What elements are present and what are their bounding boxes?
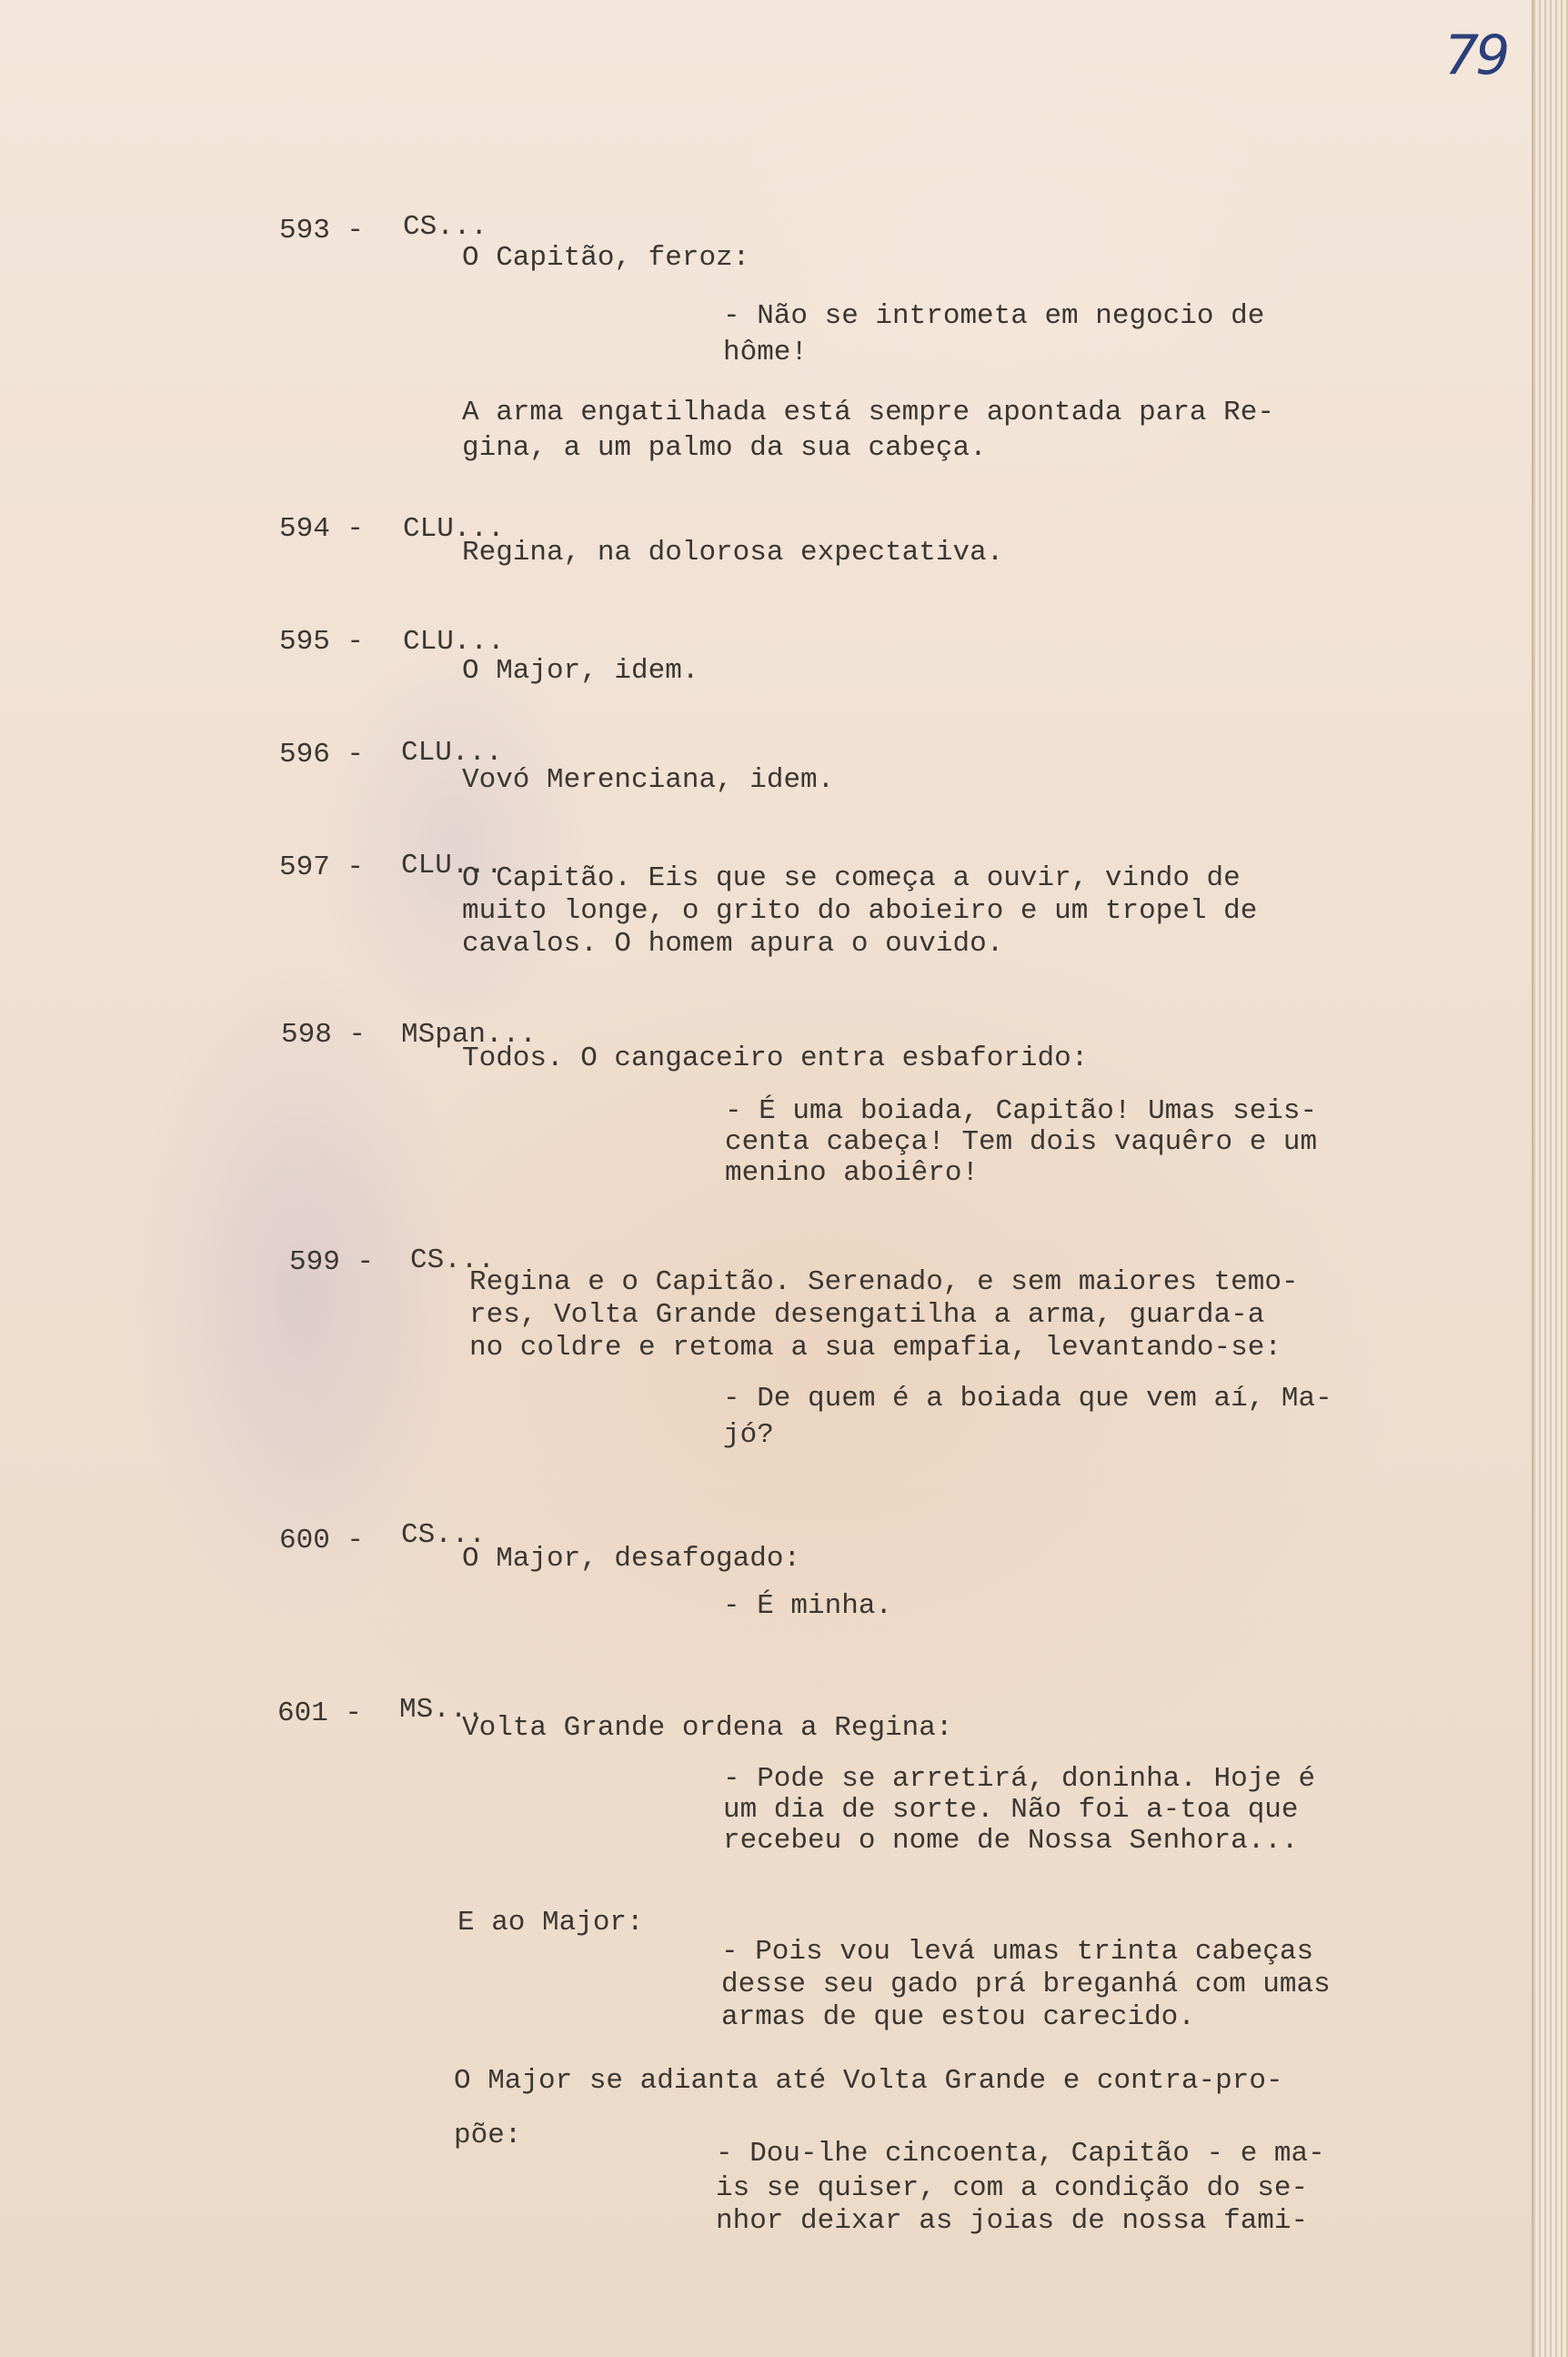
shot-594 [0, 513, 1568, 720]
direction-line: muito longe, o grito do aboieiro e um tropel de [462, 895, 1258, 927]
direction-line: Vovó Merenciana, idem. [462, 764, 835, 796]
shot-code: CLU... [401, 737, 503, 769]
shot-code: MS... [399, 1694, 485, 1726]
shot-593 [0, 131, 1568, 464]
shot-number: 601 - [277, 1697, 363, 1729]
direction-line: res, Volta Grande desengatilha a arma, guarda-a [469, 1299, 1265, 1331]
dialogue-line: - Pois vou levá umas trinta cabeças [721, 1936, 1314, 1968]
direction-line: gina, a um palmo da sua cabeça. [462, 432, 987, 464]
shot-number: 595 - [279, 626, 365, 658]
shot-code: CS... [410, 1244, 496, 1276]
direction-line: Todos. O cangaceiro entra esbaforido: [462, 1043, 1089, 1074]
shot-number: 593 - [279, 215, 365, 247]
dialogue-line: - Pode se arretirá, doninha. Hoje é [723, 1763, 1316, 1795]
dialogue-line: desse seu gado prá breganhá com umas [721, 1969, 1331, 2000]
direction-line: Regina, na dolorosa expectativa. [462, 537, 1004, 569]
dialogue-line: - De quem é a boiada que vem aí, Ma- [723, 1383, 1332, 1415]
shot-number: 594 - [279, 513, 365, 545]
shot-number: 600 - [279, 1525, 365, 1556]
direction-line: E ao Major: [457, 1907, 644, 1939]
direction-line: O Major, desafogado: [462, 1543, 801, 1575]
dialogue-line: armas de que estou carecido. [721, 2001, 1195, 2033]
dialogue-line: - É uma boiada, Capitão! Umas seis- [725, 1095, 1318, 1127]
shot-number: 597 - [279, 851, 365, 883]
shot-number: 599 - [289, 1246, 375, 1278]
direction-line: O Capitão, feroz: [462, 242, 750, 274]
shot-number: 596 - [279, 739, 365, 771]
direction-line: cavalos. O homem apura o ouvido. [462, 928, 1004, 960]
shot-code: MSpan... [401, 1019, 537, 1051]
shot-code: CS... [403, 211, 488, 243]
page-number: 79 [1444, 24, 1507, 87]
dialogue-line: hôme! [723, 337, 809, 368]
dialogue-line: nhor deixar as joias de nossa fami- [716, 2205, 1309, 2237]
direction-line: A arma engatilhada está sempre apontada para Re- [462, 397, 1274, 428]
shot-code: CLU... [401, 850, 503, 881]
dialogue-line: - Não se intrometa em negocio de [723, 300, 1265, 332]
direction-line: Regina e o Capitão. Serenado, e sem maiores temo- [469, 1266, 1299, 1298]
dialogue-line: um dia de sorte. Não foi a-toa que [723, 1794, 1299, 1826]
direction-line: no coldre e retoma a sua empafia, levantando-se: [469, 1332, 1282, 1364]
dialogue-line: menino aboiêro! [725, 1157, 980, 1189]
dialogue-line: - Dou-lhe cincoenta, Capitão - e ma- [716, 2138, 1325, 2170]
direction-line: O Major, idem. [462, 655, 699, 687]
direction-line: põe: [454, 2120, 522, 2151]
shot-code: CS... [401, 1519, 487, 1551]
shot-code: CLU... [403, 513, 505, 545]
shot-number: 598 - [281, 1019, 367, 1051]
page-edges [1532, 0, 1568, 2357]
dialogue-line: is se quiser, com a condição do se- [716, 2172, 1309, 2204]
dialogue-line: centa cabeça! Tem dois vaquêro e um [725, 1126, 1318, 1158]
direction-line: O Major se adianta até Volta Grande e contra-pro- [454, 2065, 1283, 2097]
direction-line: Volta Grande ordena a Regina: [462, 1712, 953, 1744]
direction-line: O Capitão. Eis que se começa a ouvir, vindo de [462, 862, 1241, 894]
dialogue-line: jó? [723, 1419, 774, 1451]
dialogue-line: recebeu o nome de Nossa Senhora... [723, 1825, 1299, 1857]
shot-code: CLU... [403, 626, 505, 658]
dialogue-line: - É minha. [723, 1590, 893, 1622]
